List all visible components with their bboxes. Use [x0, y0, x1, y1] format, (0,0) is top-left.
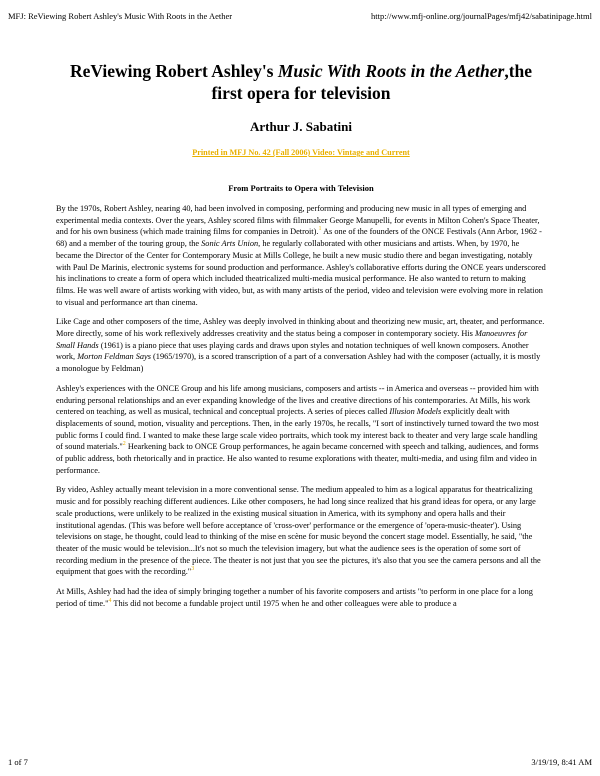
- print-footer: [8, 756, 592, 768]
- print-header-page-title: MFJ: ReViewing Robert Ashley's Music With Roots in the Aether: [8, 11, 233, 21]
- article-author: Arthur J. Sabatini: [250, 119, 352, 134]
- paragraph-5: At Mills, Ashley had had the idea of simply bringing together a number of his favorite composers and artists "to perform in one place for a long period of time."$^4$ This did not become a fundable project until 1975 when he and other colleagues were able to produce a: [56, 587, 533, 608]
- print-timestamp: 3/19/19, 8:41 AM: [531, 757, 592, 767]
- article-content: [56, 60, 546, 726]
- footnote-link-3[interactable]: 3: [191, 566, 195, 573]
- footnote-link-4[interactable]: 4: [108, 598, 112, 605]
- print-header: [8, 10, 592, 22]
- footnote-link-2[interactable]: 2: [122, 441, 126, 448]
- paragraph-3: Ashley's experiences with the ONCE Group and his life among musicians, composers and artists -- in America and overseas -- provided him with enduring personal relationships and an ever expanding knowledge of the lives and creative directions of his contemporaries. At Mills, his work centered on teaching, as well as musical, technical and conceptual projects. A series of pieces called Illusion Models explicitly dealt with displacements of sound, motion, visuality and perceptions. Then, in the early 1970s, he recalls, "I sort of instinctively turned toward the two most public forms I could find. I wanted to make these large scale video portraits, which took my interest back to theater and very large scale handling of sound materials."$^2$ Hearkening back to ONCE Group performances, he again became concerned with speech and talking, audiences, and forms of public address, both rhetorically and in practice. He also wanted to resume explorations with theater, multi-media, and using film and video in performance.: [56, 383, 539, 475]
- paragraph-4: By video, Ashley actually meant television in a more conventional sense. The medium appealed to him as a logical apparatus for theatricalizing music and for possibly reaching different audiences. Like other composers, he had long since realized that his grand ideas for opera, or any large scale productions, were unlikely to be realized in the existing musical situation in America, with its symphony and opera halls and their institutional agendas. (This was before well before acceptance of 'cross-over' performance or the emergence of 'opera-music-theater'). Using televisions on stage, he thought, could lead to thinking of the mise en scène for music beyond the concert stage model. Essentially, he said, "the theater of the music would be television...It's not so much the television imagery, but what the audience sees is the operation of some sort of recording medium in the presence of the piece. The theater is not just that you see the pictures, it's also that you see the camera persons and all the equipment that goes with the recording."$^3$: [56, 485, 541, 577]
- publication-link[interactable]: Printed in MFJ No. 42 (Fall 2006) Video: Vintage and Current: [192, 148, 410, 157]
- article-title: ReViewing Robert Ashley's Music With Roots in the Aether,the first opera for television: [69, 61, 533, 103]
- paragraph-2: Like Cage and other composers of the time, Ashley was deeply involved in thinking about and theorizing new music, art, theater, and performance. More directly, some of his work reflexively addresses creativity and the status being a composer in contemporary society. His Manoeuvres for Small Hands (1961) is a piano piece that uses playing cards and draws upon styles and notation techniques of well known composers. Another work, Morton Feldman Says (1965/1970), is a scored transcription of a part of a conversation Ashley had with the composer (actually, it is mostly a monologue by Feldman): [56, 317, 545, 374]
- page-counter: 1 of 7: [8, 757, 28, 767]
- print-header-url: http://www.mfj-online.org/journalPages/mfj42/sabatinipage.html: [371, 11, 592, 21]
- footnote-link-1[interactable]: 1: [318, 226, 322, 233]
- paragraph-1: By the 1970s, Robert Ashley, nearing 40, had been involved in composing, performing and producing new music in all types of emerging and experimental media contexts. Over the years, Ashley scored films with filmmaker George Manupelli, for events in Milton Cohen's Space Theater, and for his own business (which made training films for companies in Detroit).$^1$ As one of the founders of the ONCE Festivals (Ann Arbor, 1962 - 68) and a member of the touring group, the Sonic Arts Union, he regularly collaborated with other musicians and artists. When, by 1970, he became the Director of the Center for Contemporary Music at Mills College, he built a new music studio there and began investigating, notably with Paul De Marinis, electronic systems for sound production and performance. Ashley's collaborative efforts during the ONCE years underscored his inclinations to create a form of opera which included theatricalized multi-media musical performance. He also wanted to return to making films. He was well aware of artists working with video, but, as with many artists of the period, video and television were evolving more in relation to visual and performance art than cinema.: [56, 204, 546, 307]
- section-heading: From Portraits to Opera with Television: [228, 183, 374, 193]
